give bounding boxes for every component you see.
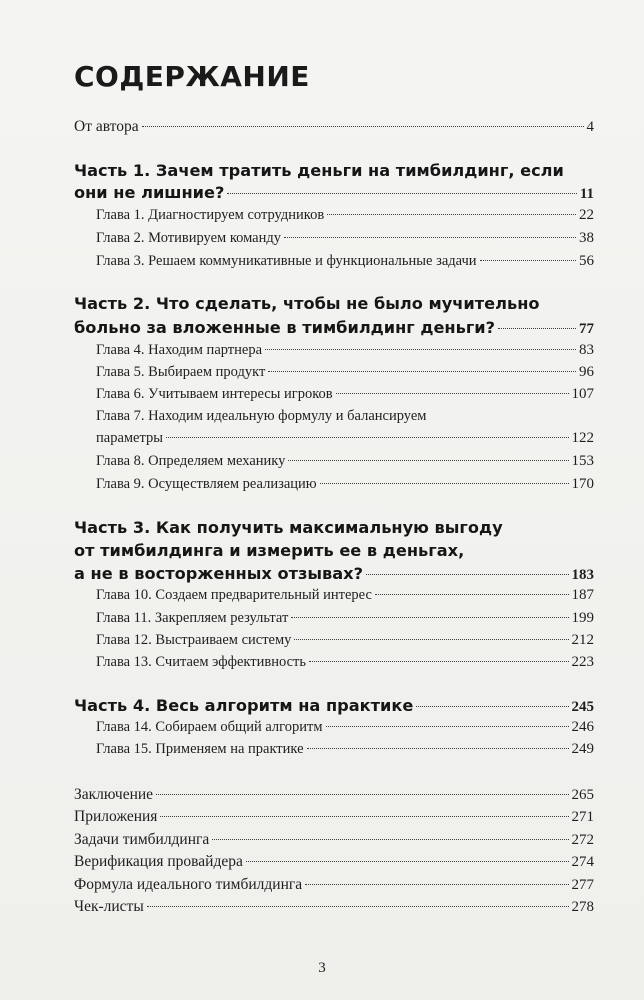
dot-leader	[498, 328, 576, 329]
toc-entry-chapter-13[interactable]	[96, 654, 594, 671]
toc-entry-verification[interactable]	[74, 853, 594, 871]
dot-leader	[366, 574, 568, 575]
toc-entry-label: Формула идеального тимбилдинга	[74, 876, 303, 893]
toc-entry-label: Глава 13. Считаем эффективность	[96, 654, 306, 670]
toc-entry-appendices[interactable]	[74, 808, 594, 826]
toc-entry-label: Чек-листы	[74, 898, 144, 915]
dot-leader	[156, 794, 568, 795]
toc-entry-chapter-14[interactable]	[96, 719, 594, 736]
dot-leader	[327, 214, 576, 215]
part-3-title-line-1[interactable]: Часть 3. Как получить максимальную выгоду	[74, 518, 503, 537]
dot-leader	[305, 884, 568, 885]
toc-entry-chapter-3[interactable]	[96, 253, 594, 270]
chapter-7-title-line-1[interactable]: Глава 7. Находим идеальную формулу и балансируем	[96, 408, 427, 424]
toc-entry-page: 22	[579, 207, 594, 223]
dot-leader	[227, 193, 576, 194]
toc-entry-chapter-8[interactable]	[96, 453, 594, 470]
toc-entry-chapter-15[interactable]	[96, 741, 594, 758]
toc-entry-label: Глава 9. Осуществляем реализацию	[96, 476, 317, 492]
toc-entry-chapter-4[interactable]	[96, 342, 594, 359]
toc-entry-label: они не лишние?	[74, 183, 225, 202]
toc-entry-label: Глава 3. Решаем коммуникативные и функциональные задачи	[96, 253, 477, 269]
toc-entry-label: Глава 1. Диагностируем сотрудников	[96, 207, 325, 223]
dot-leader	[291, 617, 568, 618]
toc-entry-page: 38	[579, 230, 594, 246]
toc-entry-page: 187	[571, 587, 594, 603]
toc-entry-label: а не в восторженных отзывах?	[74, 564, 364, 583]
toc-entry-label: Приложения	[74, 808, 158, 825]
dot-leader	[147, 906, 569, 907]
dot-leader	[480, 260, 576, 261]
toc-entry-page: 77	[579, 321, 594, 337]
toc-entry-chapter-10[interactable]	[96, 587, 594, 604]
toc-entry-page: 272	[571, 832, 594, 848]
toc-entry-page: 170	[571, 476, 594, 492]
toc-entry-label: От автора	[74, 118, 139, 135]
toc-entry-page: 199	[571, 610, 594, 626]
toc-entry-label: Глава 12. Выстраиваем систему	[96, 632, 292, 648]
toc-entry-label: Глава 6. Учитываем интересы игроков	[96, 386, 333, 402]
part-2-title-line-1[interactable]: Часть 2. Что сделать, чтобы не было мучительно	[74, 294, 540, 313]
toc-entry-chapter-6[interactable]	[96, 386, 594, 403]
toc-entry-chapter-11[interactable]	[96, 610, 594, 627]
dot-leader	[284, 237, 576, 238]
toc-entry-page: 277	[571, 877, 594, 893]
toc-entry-part-3[interactable]	[74, 564, 594, 584]
toc-entry-chapter-9[interactable]	[96, 476, 594, 493]
dot-leader	[268, 371, 576, 372]
dot-leader	[294, 639, 568, 640]
toc-entry-page: 212	[571, 632, 594, 648]
toc-entry-label: Задачи тимбилдинга	[74, 831, 210, 848]
toc-entry-page: 96	[579, 364, 594, 380]
toc-entry-page: 223	[571, 654, 594, 670]
dot-leader	[265, 349, 576, 350]
toc-entry-page: 56	[579, 253, 594, 269]
toc-entry-label: параметры	[96, 430, 163, 446]
toc-entry-label: Глава 8. Определяем механику	[96, 453, 286, 469]
toc-heading: СОДЕРЖАНИЕ	[74, 60, 310, 93]
toc-entry-checklists[interactable]	[74, 898, 594, 916]
toc-entry-label: Глава 4. Находим партнера	[96, 342, 263, 358]
dot-leader	[336, 393, 569, 394]
toc-entry-part-2[interactable]	[74, 318, 594, 338]
toc-entry-label: Верификация провайдера	[74, 853, 243, 870]
toc-entry-label: Глава 5. Выбираем продукт	[96, 364, 266, 380]
dot-leader	[326, 726, 569, 727]
toc-entry-label: Глава 15. Применяем на практике	[96, 741, 304, 757]
toc-entry-label: Глава 10. Создаем предварительный интерес	[96, 587, 372, 603]
dot-leader	[320, 483, 569, 484]
toc-entry-formula[interactable]	[74, 876, 594, 894]
toc-entry-page: 183	[571, 567, 594, 583]
toc-entry-page: 4	[586, 119, 594, 135]
dot-leader	[246, 861, 569, 862]
dot-leader	[142, 126, 584, 127]
dot-leader	[307, 748, 569, 749]
toc-entry-page: 11	[579, 186, 594, 202]
toc-entry-page: 153	[571, 453, 594, 469]
toc-entry-label: Глава 14. Собираем общий алгоритм	[96, 719, 323, 735]
dot-leader	[160, 816, 568, 817]
toc-entry-part-4[interactable]	[74, 696, 594, 716]
toc-entry-chapter-5[interactable]	[96, 364, 594, 381]
toc-entry-chapter-2[interactable]	[96, 230, 594, 247]
toc-entry-page: 122	[571, 430, 594, 446]
part-3-title-line-2[interactable]: от тимбилдинга и измерить ее в деньгах,	[74, 541, 465, 560]
toc-entry-page: 245	[571, 699, 594, 715]
toc-entry-chapter-1[interactable]	[96, 207, 594, 224]
toc-entry-page: 107	[571, 386, 594, 402]
toc-entry-conclusion[interactable]	[74, 786, 594, 804]
toc-entry-chapter-12[interactable]	[96, 632, 594, 649]
toc-entry-label: Глава 2. Мотивируем команду	[96, 230, 282, 246]
toc-entry-page: 249	[571, 741, 594, 757]
toc-entry-label: Заключение	[74, 786, 154, 803]
toc-entry-page: 246	[571, 719, 594, 735]
dot-leader	[288, 460, 568, 461]
toc-entry-label: Часть 4. Весь алгоритм на практике	[74, 696, 414, 715]
dot-leader	[166, 437, 569, 438]
toc-entry-label: Глава 11. Закрепляем результат	[96, 610, 289, 626]
dot-leader	[375, 594, 569, 595]
toc-entry-page: 274	[571, 854, 594, 870]
page-number: 3	[318, 960, 326, 976]
dot-leader	[212, 839, 568, 840]
part-1-title-line-1[interactable]: Часть 1. Зачем тратить деньги на тимбилдинг, если	[74, 161, 564, 180]
toc-entry-chapter-7[interactable]	[96, 430, 594, 447]
toc-entry-page: 278	[571, 899, 594, 915]
toc-entry-page: 83	[579, 342, 594, 358]
toc-entry-tasks[interactable]	[74, 831, 594, 849]
dot-leader	[309, 661, 569, 662]
toc-entry-part-1[interactable]	[74, 183, 594, 203]
toc-entry-page: 271	[571, 809, 594, 825]
dot-leader	[416, 706, 568, 707]
toc-entry-author[interactable]	[74, 118, 594, 136]
toc-entry-page: 265	[571, 787, 594, 803]
toc-entry-label: больно за вложенные в тимбилдинг деньги?	[74, 318, 496, 337]
